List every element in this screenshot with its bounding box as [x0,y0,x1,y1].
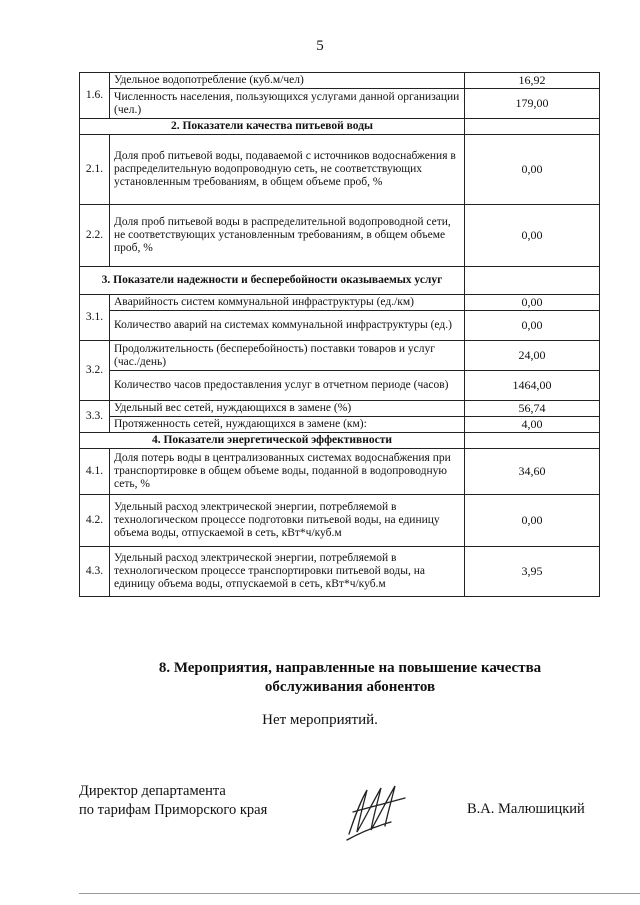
section-8-heading-line2: обслуживания абонентов [264,679,436,695]
section-header-row [80,267,600,295]
row-number: 1.6. [80,73,110,119]
indicator-name: Продолжительность (бесперебойность) поставки товаров и услуг (час./день) [110,341,465,371]
indicator-value: 3,95 [465,547,600,597]
indicator-name: Численность населения, пользующихся услугами данной организации (чел.) [110,89,465,119]
empty-value-cell [465,119,600,135]
indicator-value: 34,60 [465,449,600,495]
row-number: 4.1. [80,449,110,495]
table-row [80,401,600,417]
table-row [80,295,600,311]
table-row [80,205,600,267]
indicator-value: 16,92 [465,73,600,89]
row-number: 4.3. [80,547,110,597]
table-row [80,371,600,401]
handwritten-signature [343,782,409,842]
indicator-value: 0,00 [465,311,600,341]
row-number: 2.1. [80,135,110,205]
signatory-position-line2: по тарифам Приморского края [79,802,268,818]
indicator-value: 56,74 [465,401,600,417]
row-number: 3.1. [80,295,110,341]
row-number: 3.3. [80,401,110,433]
indicator-value: 24,00 [465,341,600,371]
table-row [80,311,600,341]
indicator-name: Удельный вес сетей, нуждающихся в замене (%) [110,401,465,417]
indicator-name: Доля проб питьевой воды, подаваемой с источников водоснабжения в распределительную водопроводную сеть, не соответствующих установленным требованиям, в общем объеме проб, % [110,135,465,205]
empty-value-cell [465,267,600,295]
indicator-value: 179,00 [465,89,600,119]
section-8-heading [60,659,640,697]
indicator-name: Удельный расход электрической энергии, потребляемой в технологическом процессе транспортировки питьевой воды, на единицу объема воды, отпускаемой в сеть, кВт*ч/куб.м [110,547,465,597]
section-header-row [80,119,600,135]
table-row [80,135,600,205]
row-number: 4.2. [80,495,110,547]
table-row [80,341,600,371]
section-header: 3. Показатели надежности и бесперебойности оказываемых услуг [80,267,465,295]
indicator-value: 4,00 [465,417,600,433]
section-header: 2. Показатели качества питьевой воды [80,119,465,135]
signatory-name: В.А. Малюшицкий [467,801,585,817]
indicator-value: 0,00 [465,205,600,267]
table-row [80,417,600,433]
signatory-position-line1: Директор департамента [79,783,226,799]
table-row [80,89,600,119]
indicator-name: Доля потерь воды в централизованных системах водоснабжения при транспортировке в общем объеме воды, поданной в водопроводную сеть, % [110,449,465,495]
indicator-name: Количество часов предоставления услуг в отчетном периоде (часов) [110,371,465,401]
indicator-value: 0,00 [465,135,600,205]
row-number: 2.2. [80,205,110,267]
indicator-name: Удельное водопотребление (куб.м/чел) [110,73,465,89]
page-number: 5 [316,38,324,54]
table-row [80,449,600,495]
empty-value-cell [465,433,600,449]
row-number: 3.2. [80,341,110,401]
indicator-value: 1464,00 [465,371,600,401]
section-header: 4. Показатели энергетической эффективности [80,433,465,449]
table-row [80,495,600,547]
indicator-name: Аварийность систем коммунальной инфраструктуры (ед./км) [110,295,465,311]
indicators-table [79,72,600,597]
section-8-body: Нет мероприятий. [262,712,378,728]
indicator-value: 0,00 [465,295,600,311]
section-header-row [80,433,600,449]
indicator-name: Удельный расход электрической энергии, потребляемой в технологическом процессе подготовки питьевой воды, на единицу объема воды, отпускаемой в сеть, кВт*ч/куб.м [110,495,465,547]
page-bottom-border [79,893,640,894]
table-row [80,73,600,89]
section-8-heading-line1: 8. Мероприятия, направленные на повышение качества [158,660,542,676]
table-row [80,547,600,597]
indicator-name: Количество аварий на системах коммунальной инфраструктуры (ед.) [110,311,465,341]
signatory-position [79,782,267,820]
indicator-value: 0,00 [465,495,600,547]
indicator-name: Доля проб питьевой воды в распределительной водопроводной сети, не соответствующих установленным требованиям, в общем объеме проб, % [110,205,465,267]
indicator-name: Протяженность сетей, нуждающихся в замене (км): [110,417,465,433]
